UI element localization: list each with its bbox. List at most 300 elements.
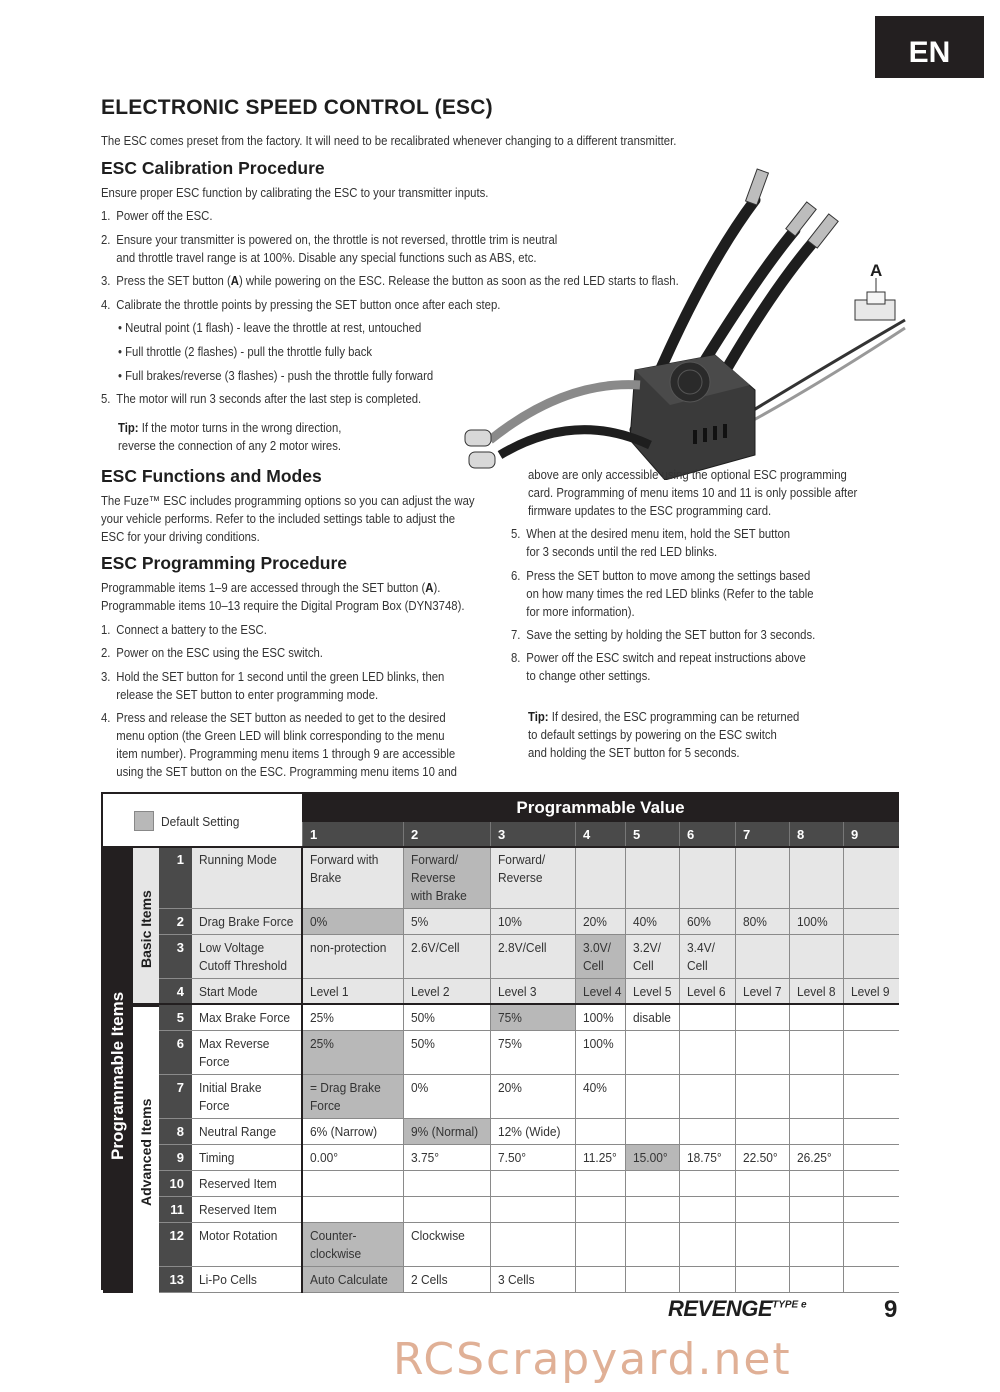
step-text: Power on the ESC using the ESC switch. [116, 646, 323, 660]
value-cell [843, 1031, 899, 1075]
value-cell [490, 1197, 575, 1223]
value-cell [575, 909, 625, 935]
value-text: 0% [411, 1080, 429, 1095]
bullet-text: Full throttle (2 flashes) - pull the throttle fully back [125, 345, 373, 359]
value-cell [679, 909, 735, 935]
value-cell [625, 935, 679, 979]
row-name-text: Li-Po Cells [199, 1272, 257, 1287]
value-cell [575, 1145, 625, 1171]
row-name-text: Initial Brake Force [199, 1080, 262, 1113]
row-name [192, 1171, 302, 1197]
value-cell [403, 935, 490, 979]
step-number: 1. [101, 209, 111, 223]
value-text: 2.6V/Cell [411, 940, 460, 955]
value-column-header: 6 [679, 822, 735, 847]
value-cell [843, 979, 899, 1005]
value-cell [789, 1223, 843, 1267]
value-cell [403, 1119, 490, 1145]
step-text: Press and release the SET button as needed to get to the desired [116, 711, 446, 725]
value-text: Level 9 [851, 984, 890, 999]
value-cell [490, 1005, 575, 1031]
value-cell [302, 935, 403, 979]
value-text: 2 Cells [411, 1272, 448, 1287]
value-cell [789, 1145, 843, 1171]
value-cell [490, 1171, 575, 1197]
value-cell [735, 1031, 789, 1075]
value-cell [625, 847, 679, 909]
bullet-text: Neutral point (1 flash) - leave the throttle at rest, untouched [125, 321, 422, 335]
value-cell [575, 1075, 625, 1119]
language-label: EN [908, 36, 951, 69]
row-name [192, 1145, 302, 1171]
calibration-lead: Ensure proper ESC function by calibrating the ESC to your transmitter inputs. [101, 186, 489, 200]
row-name [192, 979, 302, 1005]
value-text: 0.00° [310, 1150, 339, 1165]
calibration-bullet [118, 343, 372, 361]
value-cell [735, 935, 789, 979]
value-cell [789, 1197, 843, 1223]
value-cell [625, 1031, 679, 1075]
value-text: 50% [411, 1036, 435, 1051]
value-cell [302, 909, 403, 935]
row-number: 4 [159, 979, 192, 1005]
intro-text: The ESC comes preset from the factory. It will need to be recalibrated whenever changing to a different transmitter. [101, 134, 677, 148]
value-cell [490, 1031, 575, 1075]
step-bold: A [230, 274, 239, 288]
value-cell [679, 1171, 735, 1197]
value-text: 15.00° [633, 1150, 668, 1165]
value-text: 26.25° [797, 1150, 832, 1165]
value-text: Forward/ Reverse with Brake [411, 852, 467, 903]
battery-leads [465, 385, 650, 468]
row-name [192, 1031, 302, 1075]
step-number: 5. [511, 527, 521, 541]
value-cell [843, 1145, 899, 1171]
lead1-pre: Programmable items 1–9 are accessed through the SET button ( [101, 581, 426, 595]
value-cell [789, 1267, 843, 1293]
value-cell [843, 1223, 899, 1267]
value-text: 5% [411, 914, 429, 929]
value-text: 20% [583, 914, 607, 929]
value-cell [789, 1171, 843, 1197]
step4-continued: firmware updates to the ESC programming card. [528, 504, 772, 518]
step-text: Calibrate the throttle points by pressing the SET button once after each step. [116, 298, 501, 312]
step-number: 6. [511, 569, 521, 583]
group-basic-label: Basic Items [138, 890, 154, 968]
tip-text: reverse the connection of any 2 motor wires. [118, 439, 342, 453]
step-text: Ensure your transmitter is powered on, the throttle is not reversed, throttle trim is neutral [116, 233, 558, 247]
row-name-text: Low Voltage Cutoff Threshold [199, 940, 287, 973]
lead1-post: ). [433, 581, 441, 595]
value-text: 7.50° [498, 1150, 527, 1165]
value-cell [679, 1267, 735, 1293]
step-text: Press the SET button ( [116, 274, 231, 288]
bullet-icon: • [118, 345, 126, 359]
value-cell [625, 979, 679, 1005]
value-text: 60% [687, 914, 711, 929]
step-number: 1. [101, 623, 111, 637]
value-cell [735, 979, 789, 1005]
value-text: 75% [498, 1036, 522, 1051]
value-cell [735, 847, 789, 909]
tip-label: Tip: [118, 421, 139, 435]
value-text: Level 6 [687, 984, 726, 999]
step-text: to change other settings. [526, 669, 651, 683]
value-cell [679, 1145, 735, 1171]
row-number: 7 [159, 1075, 192, 1119]
value-cell [490, 1267, 575, 1293]
value-cell [735, 1267, 789, 1293]
programming-step [511, 649, 806, 685]
step4-continued: card. Programming of menu items 10 and 11 is only possible after [528, 486, 858, 500]
value-text: 25% [310, 1010, 334, 1025]
bullet-icon: • [118, 321, 126, 335]
row-number: 1 [159, 847, 192, 909]
value-cell [575, 1197, 625, 1223]
row-name [192, 847, 302, 909]
value-cell [625, 1075, 679, 1119]
value-cell [625, 1197, 679, 1223]
row-name-text: Neutral Range [199, 1124, 277, 1139]
calibration-tip [118, 419, 341, 455]
step-text: and throttle travel range is at 100%. Disable any special functions such as ABS, etc. [116, 251, 537, 265]
row-name-text: Reserved Item [199, 1176, 277, 1191]
programming-heading: ESC Programming Procedure [101, 553, 348, 573]
header-divider [103, 846, 899, 848]
value-cell [302, 1005, 403, 1031]
header-title: Programmable Value [516, 798, 685, 817]
value-cell [575, 1119, 625, 1145]
value-cell [302, 1223, 403, 1267]
language-tab [875, 16, 984, 78]
tip-label: Tip: [528, 710, 549, 724]
value-cell [679, 979, 735, 1005]
functions-line: The Fuze™ ESC includes programming options so you can adjust the way [101, 494, 475, 508]
value-cell [302, 1031, 403, 1075]
fan-icon [670, 362, 710, 402]
step-number: 3. [101, 670, 111, 684]
step-number: 2. [101, 233, 111, 247]
step-number: 5. [101, 392, 111, 406]
value-cell [403, 1267, 490, 1293]
settings-table [101, 792, 899, 1290]
value-text: 11.25° [583, 1150, 617, 1165]
value-cell [490, 1145, 575, 1171]
value-cell [302, 1119, 403, 1145]
value-text: disable [633, 1010, 671, 1025]
value-cell [403, 979, 490, 1005]
value-cell [490, 935, 575, 979]
logo-sup: TYPE e [772, 1299, 807, 1311]
step-text: menu option (the Green LED will blink corresponding to the menu [116, 729, 445, 743]
value-cell [625, 1171, 679, 1197]
step-text: Hold the SET button for 1 second until the green LED blinks, then [116, 670, 445, 684]
group-outer-label: Programmable Items [108, 991, 127, 1160]
programming-lead-2: Programmable items 10–13 require the Digital Program Box (DYN3748). [101, 599, 465, 613]
step-text: The motor will run 3 seconds after the last step is completed. [116, 392, 422, 406]
row-number: 6 [159, 1031, 192, 1075]
row-name-text: Max Reverse Force [199, 1036, 270, 1069]
calibration-step [101, 390, 421, 408]
value-column-header: 5 [625, 822, 679, 847]
value-cell [575, 847, 625, 909]
value-cell [735, 1223, 789, 1267]
value-cell [575, 1171, 625, 1197]
value-text: 3.0V/ Cell [583, 940, 611, 973]
value-text: 40% [633, 914, 657, 929]
value-text: 10% [498, 914, 522, 929]
step-number: 7. [511, 628, 521, 642]
value-text: 6% (Narrow) [310, 1124, 378, 1139]
value-text: 100% [583, 1010, 614, 1025]
value-cell [843, 847, 899, 909]
value-column-header: 7 [735, 822, 789, 847]
value-text: 0% [310, 914, 328, 929]
value-text: Level 1 [310, 984, 349, 999]
value-text: 3.2V/ Cell [633, 940, 661, 973]
functions-line: ESC for your driving conditions. [101, 530, 260, 544]
value-cell [403, 1171, 490, 1197]
value-text: Clockwise [411, 1228, 465, 1243]
value-cell [735, 1119, 789, 1145]
step-text: item number). Programming menu items 1 through 9 are accessible [116, 747, 456, 761]
step-text: on how many times the red LED blinks (Refer to the table [526, 587, 814, 601]
value-cell [403, 1145, 490, 1171]
value-cell [679, 847, 735, 909]
value-column-header: 3 [490, 822, 575, 847]
value-cell [403, 1197, 490, 1223]
row-name [192, 909, 302, 935]
value-text: Level 8 [797, 984, 836, 999]
step-text: When at the desired menu item, hold the SET button [526, 527, 791, 541]
esc-body [630, 355, 755, 480]
programming-step [101, 668, 444, 704]
row-number: 12 [159, 1223, 192, 1267]
programming-step [511, 567, 814, 621]
programming-tip [528, 708, 799, 762]
calibration-bullet [118, 367, 433, 385]
functions-line: your vehicle performs. Refer to the included settings table to adjust the [101, 512, 456, 526]
value-cell [403, 1075, 490, 1119]
value-cell [843, 1119, 899, 1145]
values-separator [301, 847, 303, 1293]
row-name [192, 1005, 302, 1031]
value-cell [735, 1075, 789, 1119]
value-text: Auto Calculate [310, 1272, 388, 1287]
tip-text: If the motor turns in the wrong direction, [138, 421, 342, 435]
row-number: 13 [159, 1267, 192, 1293]
page-title: ELECTRONIC SPEED CONTROL (ESC) [101, 96, 493, 119]
row-name-text: Motor Rotation [199, 1228, 278, 1243]
logo-text: REVENGE [668, 1296, 773, 1321]
row-number: 3 [159, 935, 192, 979]
row-number: 8 [159, 1119, 192, 1145]
value-cell [302, 1075, 403, 1119]
row-name [192, 935, 302, 979]
row-name [192, 1267, 302, 1293]
row-number: 2 [159, 909, 192, 935]
step-text: Press the SET button to move among the settings based [526, 569, 811, 583]
programming-step [101, 644, 323, 662]
value-cell [575, 1031, 625, 1075]
lead1-bold: A [425, 581, 434, 595]
value-cell [302, 1171, 403, 1197]
programming-lead-1 [101, 579, 440, 597]
value-text: 3.4V/ Cell [687, 940, 715, 973]
value-cell [679, 1005, 735, 1031]
value-cell [625, 1005, 679, 1031]
value-cell [735, 1005, 789, 1031]
row-name-text: Timing [199, 1150, 235, 1165]
group-divider [133, 1003, 159, 1007]
programming-step [511, 525, 790, 561]
value-cell [679, 1119, 735, 1145]
step-number: 8. [511, 651, 521, 665]
value-text: 80% [743, 914, 767, 929]
row-name [192, 1119, 302, 1145]
value-text: non-protection [310, 940, 387, 955]
value-cell [843, 1267, 899, 1293]
value-cell [403, 909, 490, 935]
row-name-text: Drag Brake Force [199, 914, 294, 929]
programming-step [101, 621, 267, 639]
value-column-header: 8 [789, 822, 843, 847]
value-text: 12% (Wide) [498, 1124, 561, 1139]
legend-label: Default Setting [161, 814, 240, 829]
value-text: Level 5 [633, 984, 672, 999]
row-name-text: Running Mode [199, 852, 277, 867]
tip-text: If desired, the ESC programming can be returned [548, 710, 800, 724]
value-cell [679, 935, 735, 979]
step-text: for 3 seconds until the red LED blinks. [526, 545, 718, 559]
value-cell [843, 1005, 899, 1031]
page-number: 9 [884, 1296, 898, 1323]
value-text: 50% [411, 1010, 435, 1025]
value-text: Forward with Brake [310, 852, 379, 885]
value-text: 40% [583, 1080, 607, 1095]
calibration-step [101, 207, 212, 225]
value-cell [625, 909, 679, 935]
value-cell [789, 1119, 843, 1145]
value-cell [625, 1223, 679, 1267]
calibration-heading: ESC Calibration Procedure [101, 158, 325, 178]
step-text: Save the setting by holding the SET button for 3 seconds. [526, 628, 816, 642]
connector-icon [465, 430, 491, 446]
row-number: 11 [159, 1197, 192, 1223]
value-cell [679, 1075, 735, 1119]
row-name-text: Reserved Item [199, 1202, 277, 1217]
tip-text: and holding the SET button for 5 seconds. [528, 746, 740, 760]
row-number: 10 [159, 1171, 192, 1197]
value-text: Counter- clockwise [310, 1228, 362, 1261]
value-cell [735, 1197, 789, 1223]
group-advanced-label: Advanced Items [138, 1098, 154, 1206]
value-cell [302, 847, 403, 909]
value-cell [679, 1223, 735, 1267]
value-text: Level 3 [498, 984, 537, 999]
functions-heading: ESC Functions and Modes [101, 466, 322, 486]
calibration-step [101, 296, 500, 314]
value-cell [403, 1031, 490, 1075]
watermark: RCScrapyard.net [393, 1334, 792, 1385]
value-cell [490, 979, 575, 1005]
value-cell [575, 1005, 625, 1031]
value-cell [735, 1171, 789, 1197]
step-text: Power off the ESC switch and repeat instructions above [526, 651, 806, 665]
value-cell [575, 935, 625, 979]
step-text: release the SET button to enter programming mode. [116, 688, 379, 702]
programming-step [101, 709, 457, 781]
value-cell [625, 1119, 679, 1145]
value-cell [735, 1145, 789, 1171]
step-text: Connect a battery to the ESC. [116, 623, 267, 637]
value-cell [789, 847, 843, 909]
step-number: 2. [101, 646, 111, 660]
value-column-header: 1 [302, 822, 403, 847]
value-cell [302, 1197, 403, 1223]
value-text: 2.8V/Cell [498, 940, 547, 955]
value-cell [789, 1031, 843, 1075]
value-column-header: 2 [403, 822, 490, 847]
value-text: 20% [498, 1080, 522, 1095]
value-cell [575, 979, 625, 1005]
value-cell [679, 1197, 735, 1223]
value-cell [403, 1005, 490, 1031]
value-cell [302, 1267, 403, 1293]
row-name [192, 1197, 302, 1223]
calibration-bullet [118, 319, 421, 337]
value-cell [490, 1075, 575, 1119]
value-cell [403, 847, 490, 909]
value-text: Level 4 [583, 984, 622, 999]
row-name-text: Start Mode [199, 984, 258, 999]
value-cell [302, 1145, 403, 1171]
value-cell [575, 1267, 625, 1293]
step-text: for more information). [526, 605, 635, 619]
value-text: 25% [310, 1036, 334, 1051]
value-text: Level 2 [411, 984, 450, 999]
value-cell [490, 1119, 575, 1145]
value-cell [625, 1267, 679, 1293]
value-text: Forward/ Reverse [498, 852, 546, 885]
value-text: 75% [498, 1010, 522, 1025]
value-cell [625, 1145, 679, 1171]
default-setting-swatch [134, 811, 154, 831]
value-cell [843, 1197, 899, 1223]
value-text: 3.75° [411, 1150, 440, 1165]
step-text: Power off the ESC. [116, 209, 213, 223]
bullet-icon: • [118, 369, 126, 383]
value-cell [789, 1075, 843, 1119]
value-text: = Drag Brake Force [310, 1080, 381, 1113]
value-cell [403, 1223, 490, 1267]
step-number: 4. [101, 298, 111, 312]
row-divider [159, 1292, 899, 1293]
bullet-text: Full brakes/reverse (3 flashes) - push the throttle fully forward [125, 369, 434, 383]
value-text: 100% [583, 1036, 614, 1051]
value-cell [490, 847, 575, 909]
tip-text: to default settings by powering on the ESC switch [528, 728, 777, 742]
value-cell [843, 1075, 899, 1119]
value-cell [843, 909, 899, 935]
value-cell [302, 979, 403, 1005]
value-cell [843, 1171, 899, 1197]
row-number: 9 [159, 1145, 192, 1171]
value-cell [789, 1005, 843, 1031]
value-cell [490, 1223, 575, 1267]
value-text: Level 7 [743, 984, 782, 999]
value-column-header: 4 [575, 822, 625, 847]
